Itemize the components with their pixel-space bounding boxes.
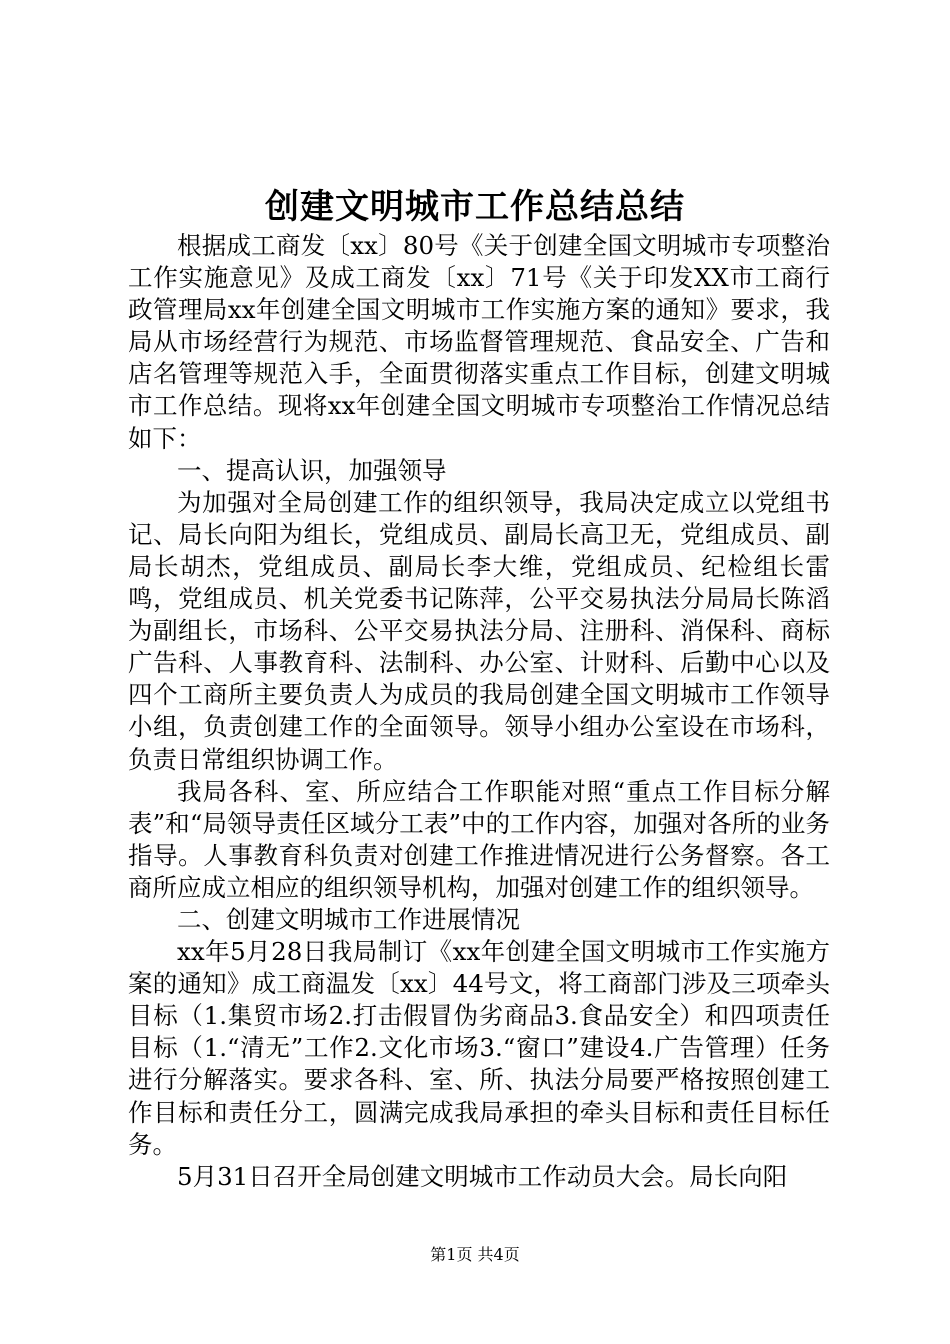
document-title: 创建文明城市工作总结总结 bbox=[265, 187, 685, 227]
page-number-footer: 第1页 共4页 bbox=[430, 1245, 520, 1264]
paragraph-meeting: 5月31日召开全局创建文明城市工作动员大会。局长向阳 bbox=[177, 1161, 788, 1191]
paragraph-leadership: 为加强对全局创建工作的组织领导，我局决定成立以党组书记、局长向阳为组长，党组成员、副局长高卫无，党组成员、副局长胡杰，党组成员、副局长李大维，党组成员、纪检组长雷鸣，党组成员、机关党委书记陈萍，公平交易执法分局局长陈滔为副组长，市场科、公平交易执法分局、注册科、消保科、商标广告科、人事教育科、法制科、办公室、计财科、后勤中心以及四个工商所主要负责人为成员的我局创建全国文明城市工作领导小组，负责创建工作的全面领导。领导小组办公室设在市场科，负责日常组织协调工作。 bbox=[128, 487, 830, 774]
paragraph-responsibilities: 我局各科、室、所应结合工作职能对照“重点工作目标分解表”和“局领导责任区域分工表”中的工作内容，加强对各所的业务指导。人事教育科负责对创建工作推进情况进行公务督察。各工商所应成立相应的组织领导机构，加强对创建工作的组织领导。 bbox=[128, 776, 830, 902]
section-heading-1: 一、提高认识，加强领导 bbox=[177, 455, 447, 485]
paragraph-progress: xx年5月28日我局制订《xx年创建全国文明城市工作实施方案的通知》成工商温发〔xx〕44号文，将工商部门涉及三项牵头目标（1.集贸市场2.打击假冒伪劣商品3.食品安全）和四项责任目标（1.“清无”工作2.文化市场3.“窗口”建设4.广告管理）任务进行分解落实。要求各科、室、所、执法分局要严格按照创建工作目标和责任分工，圆满完成我局承担的牵头目标和责任目标任务。 bbox=[128, 937, 830, 1159]
paragraph-intro: 根据成工商发〔xx〕80号《关于创建全国文明城市专项整治工作实施意见》及成工商发〔xx〕71号《关于印发XX市工商行政管理局xx年创建全国文明城市工作实施方案的通知》要求，我局从市场经营行为规范、市场监督管理规范、食品安全、广告和店名管理等规范入手，全面贯彻落实重点工作目标，创建文明城市工作总结。现将xx年创建全国文明城市专项整治工作情况总结如下： bbox=[128, 231, 830, 453]
document-body bbox=[128, 230, 830, 1193]
section-heading-2: 二、创建文明城市工作进展情况 bbox=[177, 904, 520, 934]
